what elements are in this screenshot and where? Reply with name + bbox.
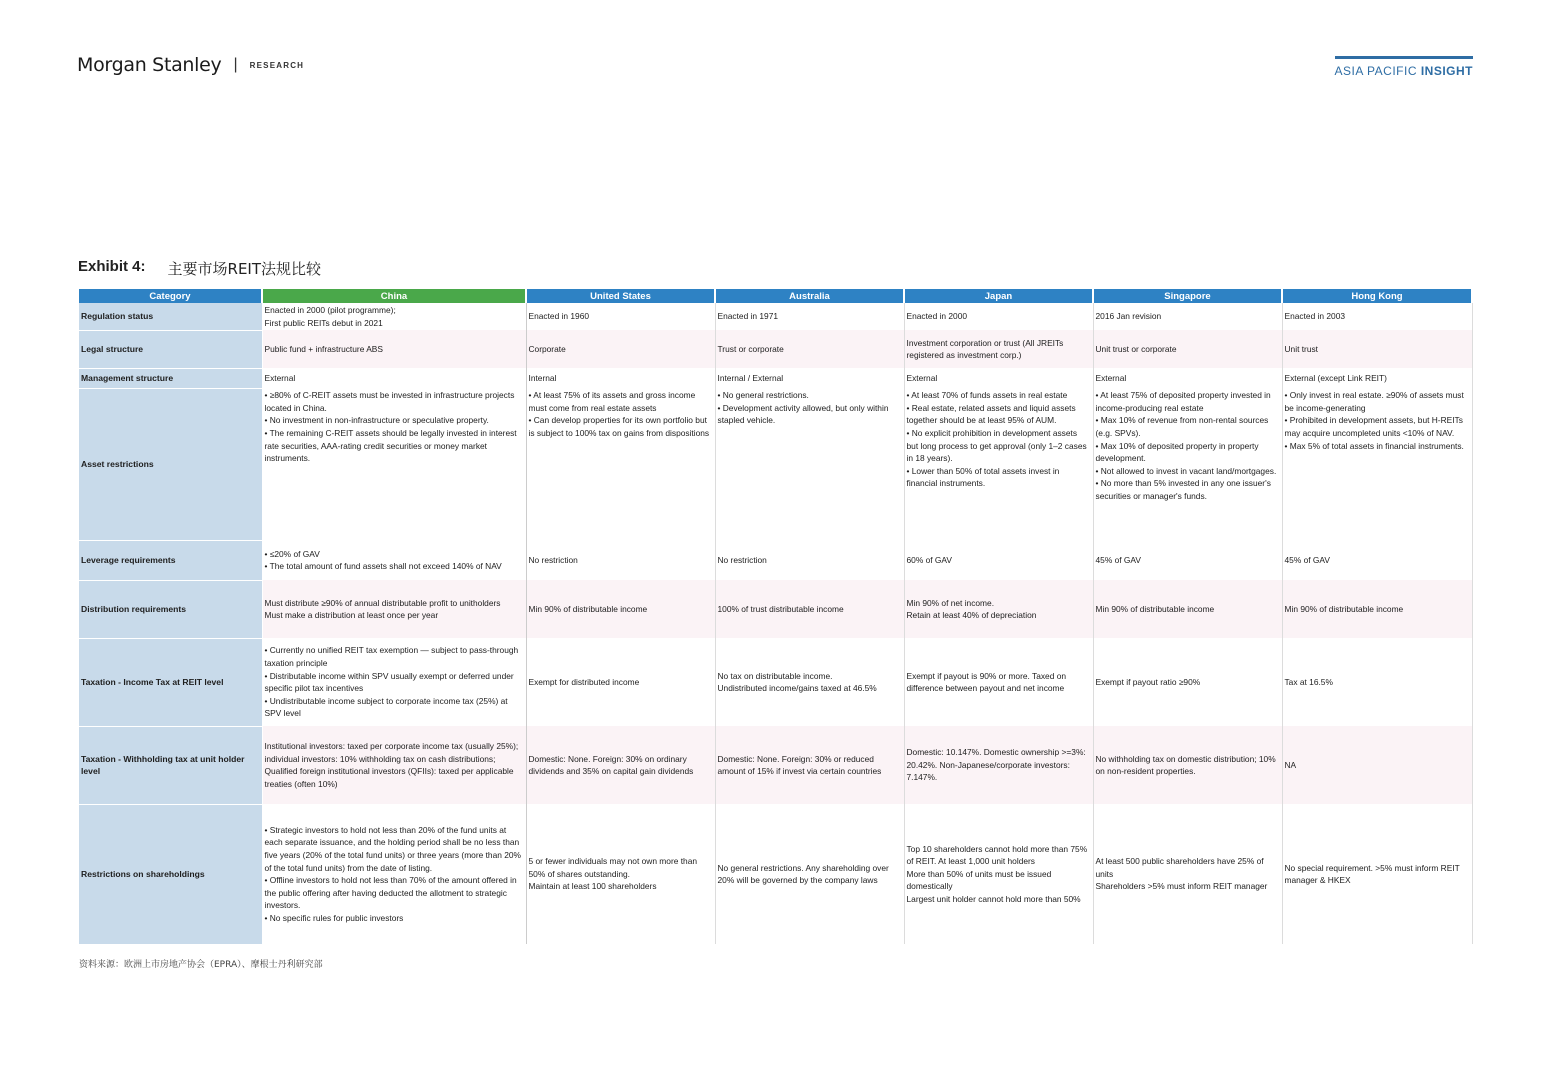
- row-category: Legal structure: [79, 330, 262, 368]
- cell-singapore: • At least 75% of deposited property invested in income-producing real estate • Max 10% of revenue from non-rental sources (e.g. SPVs). • Max 10% of deposited property in property development. • Not allowed to invest in vacant land/mortgages. • No more than 5% invested in any one issuer's securities or manager's funds.: [1093, 388, 1282, 540]
- report-series-prefix: ASIA PACIFIC: [1334, 64, 1417, 78]
- brand-logo: Morgan Stanley: [77, 54, 222, 76]
- column-header: Category: [79, 289, 262, 303]
- cell-japan: 60% of GAV: [904, 540, 1093, 580]
- cell-hongkong: NA: [1282, 726, 1472, 804]
- report-series: [1335, 56, 1473, 80]
- cell-china: Public fund + infrastructure ABS: [262, 330, 526, 368]
- cell-japan: Exempt if payout is 90% or more. Taxed on difference between payout and net income: [904, 638, 1093, 726]
- cell-hongkong: Enacted in 2003: [1282, 303, 1472, 330]
- table-row: [79, 580, 1472, 638]
- cell-china: Enacted in 2000 (pilot programme); First public REITs debut in 2021: [262, 303, 526, 330]
- cell-china: Must distribute ≥90% of annual distributable profit to unitholders Must make a distribution at least once per year: [262, 580, 526, 638]
- reit-comparison-table: [79, 289, 1473, 945]
- cell-china: Institutional investors: taxed per corporate income tax (usually 25%); individual investors: 10% withholding tax on cash distributions; Qualified foreign institutional investors (QFIIs): taxed per applicable treaties (often 10%): [262, 726, 526, 804]
- cell-china: • ≤20% of GAV • The total amount of fund assets shall not exceed 140% of NAV: [262, 540, 526, 580]
- table-row: [79, 330, 1472, 368]
- table-row: [79, 368, 1472, 388]
- column-header: United States: [526, 289, 715, 303]
- cell-us: Domestic: None. Foreign: 30% on ordinary dividends and 35% on capital gain dividends: [526, 726, 715, 804]
- cell-singapore: 45% of GAV: [1093, 540, 1282, 580]
- cell-singapore: Min 90% of distributable income: [1093, 580, 1282, 638]
- exhibit-caption: 主要市场REIT法规比较: [167, 260, 322, 278]
- row-category: Leverage requirements: [79, 540, 262, 580]
- row-category: Asset restrictions: [79, 388, 262, 540]
- exhibit-label: Exhibit 4:: [78, 258, 146, 275]
- cell-australia: No tax on distributable income. Undistributed income/gains taxed at 46.5%: [715, 638, 904, 726]
- column-header: Australia: [715, 289, 904, 303]
- column-header: Singapore: [1093, 289, 1282, 303]
- table-header-row: [79, 289, 1472, 303]
- table-row: [79, 804, 1472, 944]
- table-row: [79, 388, 1472, 540]
- cell-australia: Enacted in 1971: [715, 303, 904, 330]
- cell-china: • Strategic investors to hold not less than 20% of the fund units at each separate issuance, and the holding period shall be no less than five years (20% of the total fund units) or three years (more than 20% of the total fund units) from the date of listing. • Offline investors to hold not less than 70% of the amount offered in the public offering after having deducted the allotment to strategic investors. • No specific rules for public investors: [262, 804, 526, 944]
- cell-australia: • No general restrictions. • Development activity allowed, but only within stapled vehicle.: [715, 388, 904, 540]
- cell-australia: No general restrictions. Any shareholding over 20% will be governed by the company laws: [715, 804, 904, 944]
- cell-japan: Min 90% of net income. Retain at least 40% of depreciation: [904, 580, 1093, 638]
- table-row: [79, 303, 1472, 330]
- cell-us: Corporate: [526, 330, 715, 368]
- cell-us: No restriction: [526, 540, 715, 580]
- source-note: 资料来源：欧洲上市房地产协会（EPRA）、摩根士丹利研究部: [79, 960, 323, 970]
- cell-japan: Domestic: 10.147%. Domestic ownership >=3%: 20.42%. Non-Japanese/corporate investors: 7.147%.: [904, 726, 1093, 804]
- cell-australia: No restriction: [715, 540, 904, 580]
- cell-hongkong: No special requirement. >5% must inform REIT manager & HKEX: [1282, 804, 1472, 944]
- cell-hongkong: External (except Link REIT): [1282, 368, 1472, 388]
- cell-hongkong: Unit trust: [1282, 330, 1472, 368]
- cell-singapore: 2016 Jan revision: [1093, 303, 1282, 330]
- row-category: Regulation status: [79, 303, 262, 330]
- cell-us: • At least 75% of its assets and gross income must come from real estate assets • Can develop properties for its own portfolio but is subject to 100% tax on gains from dispositions: [526, 388, 715, 540]
- cell-singapore: External: [1093, 368, 1282, 388]
- brand-header: [77, 54, 304, 76]
- table-row: [79, 540, 1472, 580]
- cell-japan: External: [904, 368, 1093, 388]
- cell-australia: Domestic: None. Foreign: 30% or reduced amount of 15% if invest via certain countries: [715, 726, 904, 804]
- row-category: Management structure: [79, 368, 262, 388]
- cell-japan: • At least 70% of funds assets in real estate • Real estate, related assets and liquid assets together should be at least 95% of AUM. • No explicit prohibition in development assets but long process to get approval (only 1–2 cases in 18 years). • Lower than 50% of total assets invest in financial instruments.: [904, 388, 1093, 540]
- cell-us: 5 or fewer individuals may not own more than 50% of shares outstanding. Maintain at least 100 shareholders: [526, 804, 715, 944]
- cell-singapore: No withholding tax on domestic distribution; 10% on non-resident properties.: [1093, 726, 1282, 804]
- exhibit-title: [78, 258, 321, 279]
- cell-china: External: [262, 368, 526, 388]
- table-row: [79, 726, 1472, 804]
- cell-australia: Internal / External: [715, 368, 904, 388]
- cell-hongkong: Tax at 16.5%: [1282, 638, 1472, 726]
- cell-us: Min 90% of distributable income: [526, 580, 715, 638]
- brand-subtitle: RESEARCH: [249, 60, 305, 70]
- column-header: China: [262, 289, 526, 303]
- cell-singapore: Exempt if payout ratio ≥90%: [1093, 638, 1282, 726]
- cell-china: • Currently no unified REIT tax exemption — subject to pass-through taxation principle • Distributable income within SPV usually exempt or deferred under specific pilot tax incentives • Undistributable income subject to corporate income tax (25%) at SPV level: [262, 638, 526, 726]
- cell-australia: 100% of trust distributable income: [715, 580, 904, 638]
- cell-hongkong: 45% of GAV: [1282, 540, 1472, 580]
- row-category: Taxation - Income Tax at REIT level: [79, 638, 262, 726]
- cell-hongkong: • Only invest in real estate. ≥90% of assets must be income-generating • Prohibited in development assets, but H-REITs may acquire uncompleted units <10% of NAV. • Max 5% of total assets in financial instruments.: [1282, 388, 1472, 540]
- cell-singapore: At least 500 public shareholders have 25% of units Shareholders >5% must inform REIT manager: [1093, 804, 1282, 944]
- cell-us: Internal: [526, 368, 715, 388]
- table-row: [79, 638, 1472, 726]
- cell-china: • ≥80% of C-REIT assets must be invested in infrastructure projects located in China. • No investment in non-infrastructure or speculative property. • The remaining C-REIT assets should be legally invested in interest rate securities, AAA-rating credit securities or money market instruments.: [262, 388, 526, 540]
- row-category: Distribution requirements: [79, 580, 262, 638]
- brand-separator: |: [233, 56, 238, 73]
- cell-japan: Enacted in 2000: [904, 303, 1093, 330]
- report-series-label: [1335, 64, 1473, 78]
- column-header: Hong Kong: [1282, 289, 1472, 303]
- row-category: Taxation - Withholding tax at unit holder level: [79, 726, 262, 804]
- cell-japan: Investment corporation or trust (All JREITs registered as investment corp.): [904, 330, 1093, 368]
- cell-japan: Top 10 shareholders cannot hold more than 75% of REIT. At least 1,000 unit holders More than 50% of units must be issued domestically Largest unit holder cannot hold more than 50%: [904, 804, 1093, 944]
- cell-us: Enacted in 1960: [526, 303, 715, 330]
- cell-singapore: Unit trust or corporate: [1093, 330, 1282, 368]
- report-series-suffix: INSIGHT: [1420, 64, 1473, 78]
- column-header: Japan: [904, 289, 1093, 303]
- row-category: Restrictions on shareholdings: [79, 804, 262, 944]
- cell-australia: Trust or corporate: [715, 330, 904, 368]
- cell-us: Exempt for distributed income: [526, 638, 715, 726]
- cell-hongkong: Min 90% of distributable income: [1282, 580, 1472, 638]
